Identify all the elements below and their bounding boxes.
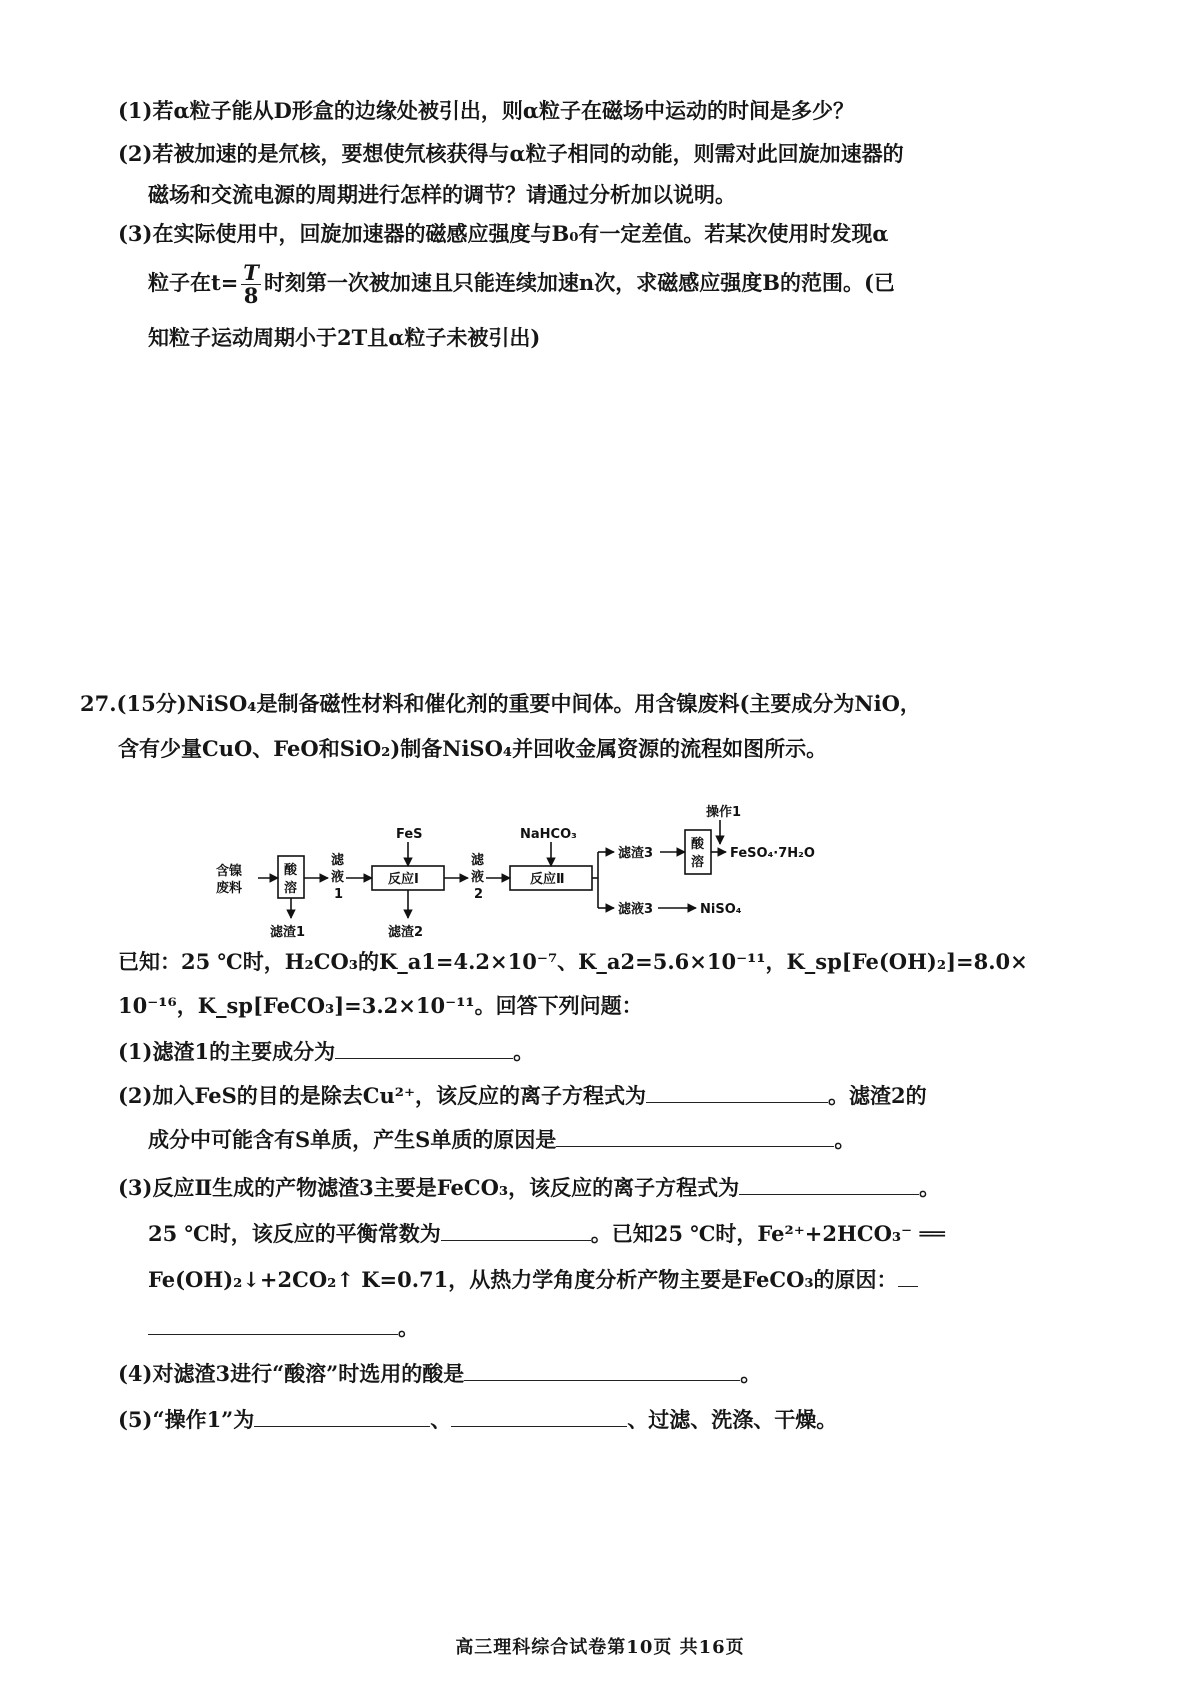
answer-blank[interactable] [254,1406,430,1427]
answer-blank[interactable] [441,1220,591,1241]
flow-iron-product: FeSO₄·7H₂O [730,846,815,861]
flow-nahco3: NaHCO₃ [520,827,577,842]
answer-blank[interactable] [739,1174,919,1195]
flow-acid1-bottom: 溶 [284,881,298,896]
answer-blank[interactable] [556,1126,834,1147]
answer-blank[interactable] [148,1314,398,1335]
q27-part3-line1: (3)反应Ⅱ生成的产物滤渣3主要是FeCO₃，该反应的离子方程式为 。 [118,1175,941,1200]
flow-acid2-bottom: 溶 [691,855,705,870]
q27-part4: (4)对滤渣3进行“酸溶”时选用的酸是 。 [118,1361,762,1386]
q27-stem-line2: 含有少量CuO、FeO和SiO₂)制备NiSO₄并回收金属资源的流程如图所示。 [118,736,828,761]
flow-residue1: 滤渣1 [270,925,306,940]
flow-filtrate2-b: 液 [471,870,485,885]
flow-filtrate1-a: 滤 [331,853,345,868]
prev-q2-line2: 磁场和交流电源的周期进行怎样的调节？请通过分析加以说明。 [148,182,736,207]
prev-q3-line2-a: 粒子在t= [148,270,239,295]
flow-filtrate2-c: 2 [474,887,484,902]
answer-blank[interactable] [451,1406,627,1427]
process-flow-diagram [216,805,890,952]
prev-q3-line1: (3)在实际使用中，回旋加速器的磁感应强度与B₀有一定差值。若某次使用时发现α [118,221,889,246]
q27-part1: (1)滤渣1的主要成分为 。 [118,1039,535,1064]
flow-op1: 操作1 [706,805,742,820]
flow-acid2-top: 酸 [691,837,705,852]
q27-stem-line1: 27.(15分)NiSO₄是制备磁性材料和催化剂的重要中间体。用含镍废料(主要成分为NiO， [80,691,921,716]
flow-start-line1: 含镍 [216,864,243,879]
flow-residue2: 滤渣2 [388,925,424,940]
flow-start-line2: 废料 [216,881,243,896]
known-line2: 10⁻¹⁶，K_sp[FeCO₃]=3.2×10⁻¹¹。回答下列问题： [118,993,643,1018]
flow-filtrate1-b: 液 [331,870,345,885]
fraction-numerator: T [243,260,259,285]
known-line1: 已知：25 ℃时，H₂CO₃的K_a1=4.2×10⁻⁷、K_a2=5.6×10⁻¹¹，K_sp[Fe(OH)₂]=8.0× [118,949,1028,974]
prev-q3-line3: 知粒子运动周期小于2T且α粒子未被引出) [148,325,541,350]
time-fraction [241,262,261,307]
flow-filtrate3: 滤液3 [618,902,654,917]
q27-part2-line2: 成分中可能含有S单质，产生S单质的原因是 。 [148,1127,856,1152]
flow-reaction1: 反应Ⅰ [388,872,419,887]
fraction-denominator: 8 [243,283,259,308]
prev-q2-line1: (2)若被加速的是氘核，要想使氘核获得与α粒子相同的动能，则需对此回旋加速器的 [118,141,904,166]
flow-fes: FeS [396,827,423,842]
prev-q1: (1)若α粒子能从D形盒的边缘处被引出，则α粒子在磁场中运动的时间是多少？ [118,98,855,123]
answer-blank[interactable] [898,1266,918,1287]
flow-filtrate1-c: 1 [334,887,344,902]
q27-part2-line1: (2)加入FeS的目的是除去Cu²⁺，该反应的离子方程式为 。滤渣2的 [118,1083,927,1108]
q27-part5: (5)“操作1”为 、 、过滤、洗涤、干燥。 [118,1407,838,1432]
flow-residue3: 滤渣3 [618,846,654,861]
answer-blank[interactable] [335,1038,513,1059]
flow-acid1-top: 酸 [284,863,298,878]
answer-blank[interactable] [646,1082,828,1103]
q27-part3-line3: Fe(OH)₂↓+2CO₂↑ K=0.71，从热力学角度分析产物主要是FeCO₃的原因： [148,1266,918,1294]
page-footer: 高三理科综合试卷第10页 共16页 [455,1637,745,1658]
prev-q3-line2-b: 时刻第一次被加速且只能连续加速n次，求磁感应强度B的范围。(已 [263,270,895,295]
prev-q3-line2 [148,262,895,307]
answer-blank[interactable] [464,1360,740,1381]
q27-part3-line2: 25 ℃时，该反应的平衡常数为 。已知25 ℃时，Fe²⁺+2HCO₃⁻ ══ [148,1221,945,1246]
q27-part3-line4: 。 [148,1314,419,1342]
flow-filtrate2-a: 滤 [471,853,485,868]
flow-reaction2: 反应Ⅱ [530,872,565,887]
flow-nickel-product: NiSO₄ [700,902,742,917]
